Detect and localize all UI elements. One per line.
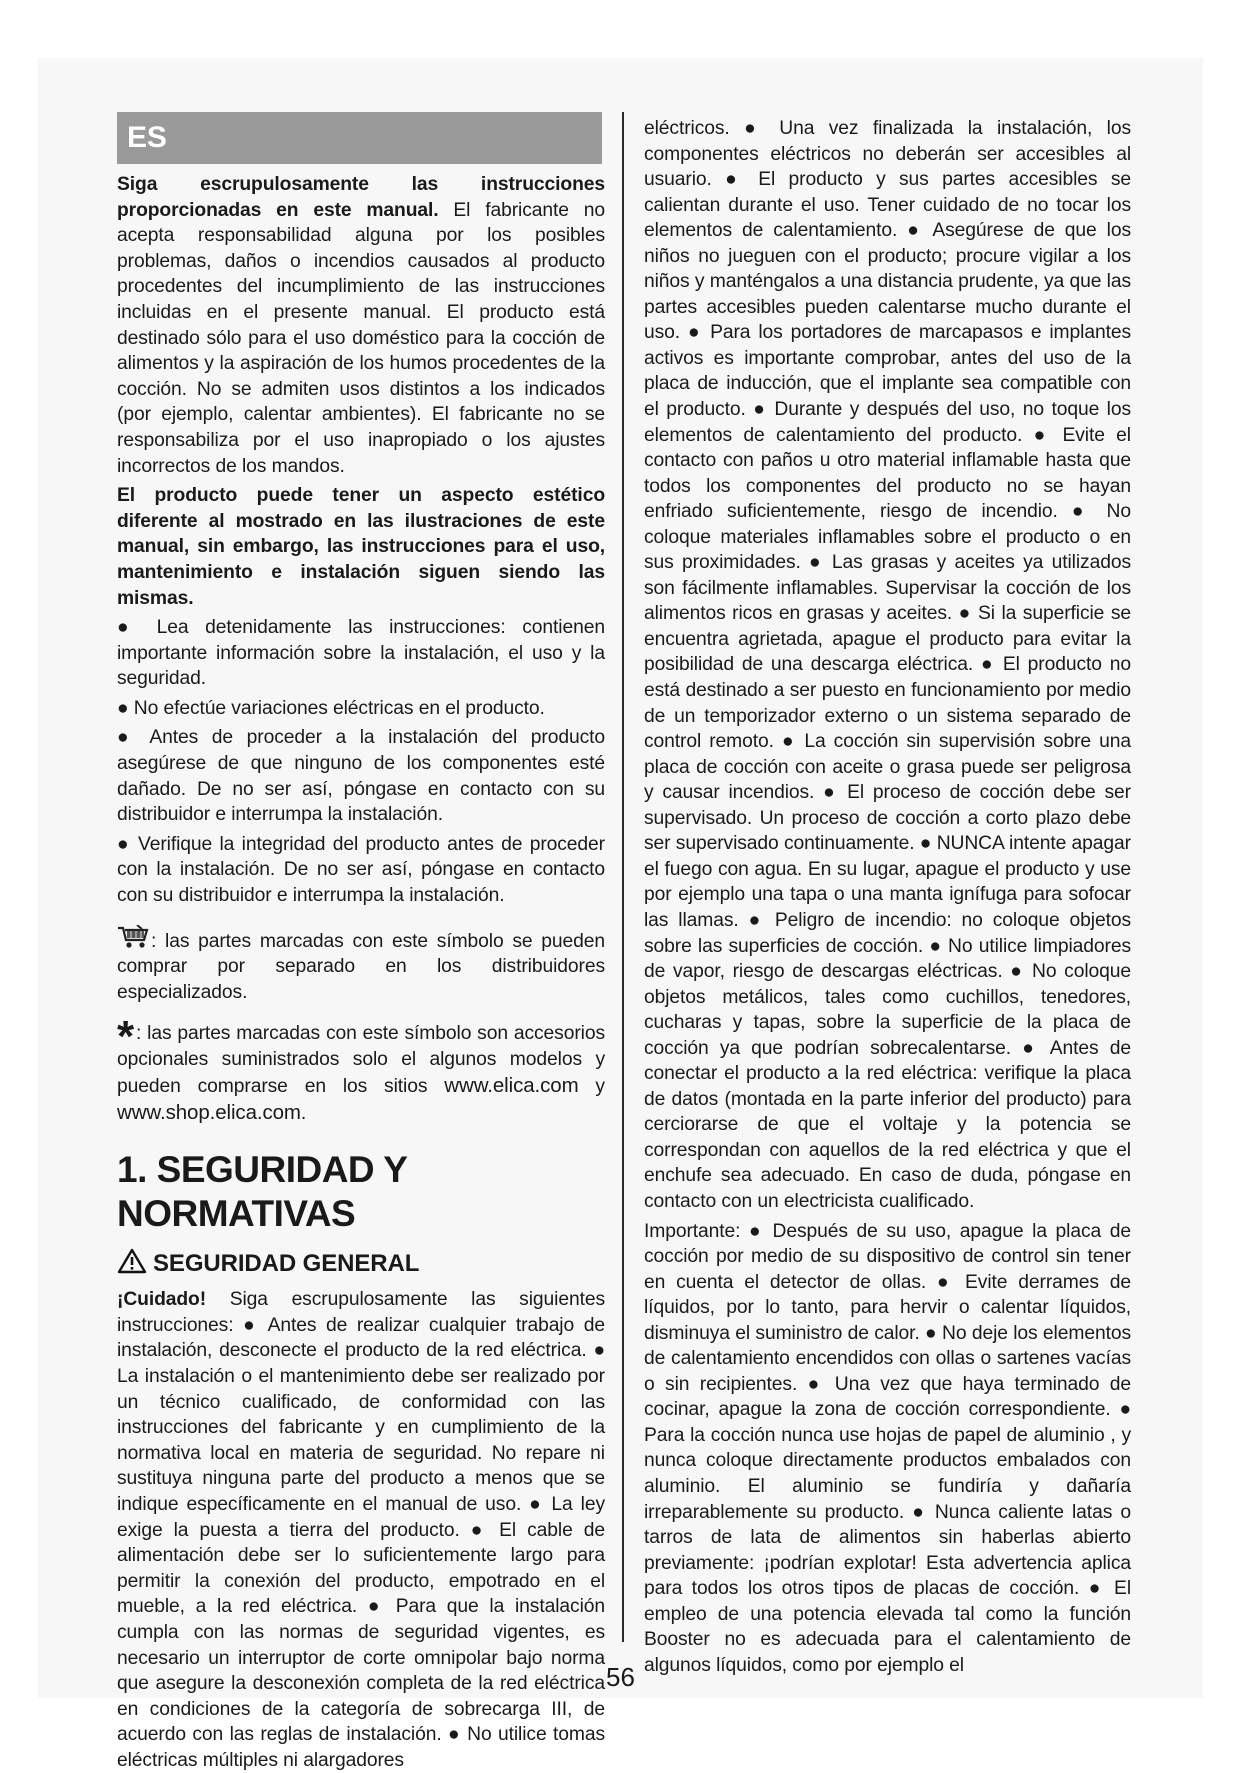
bullet-read: ● Lea detenidamente las instrucciones: contienen importante información sobre la instalación, el uso y la seguridad. (117, 617, 605, 690)
intro-bold: Siga escrupulosamente las instrucciones proporcionadas en este manual. (117, 174, 605, 221)
caution-paragraph (117, 1287, 605, 1773)
left-column (117, 112, 605, 1773)
aspect-paragraph (117, 483, 605, 611)
aspect-bold: El producto puede tener un aspecto estético diferente al mostrado en las ilustraciones de este manual, sin embargo, las instrucciones para el uso, mantenimiento e instalación siguen siendo las mismas. (117, 485, 605, 609)
cart-note-text: : las partes marcadas con este símbolo se pueden comprar por separado en los distribuidores especializados. (117, 930, 605, 1003)
safety-paragraph: eléctricos. ● Una vez finalizada la instalación, los componentes eléctricos no deberán ser accesibles al usuario. ● El producto y sus partes accesibles se calientan durante el uso. Tener cuidado de no tocar los elementos de calentamiento. ● Asegúrese de que los niños no jueguen con el producto; procure vigilar a los niños y manténgalos a una distancia prudente, ya que las partes accesibles pueden calentarse mucho durante el uso. ● Para los portadores de marcapasos e implantes activos es importante comprobar, antes del uso de la placa de inducción, que el implante sea compatible con el producto. ● Durante y después del uso, no toque los elementos de calentamiento del producto. ● Evite el contacto con paños u otro material inflamable hasta que todos los componentes del producto no se hayan enfriado suficientemente, riesgo de incendio. ● No coloque materiales inflamables sobre el producto o en sus proximidades. ● Las grasas y aceites ya utilizados son fácilmente inflamables. Supervisar la cocción de los alimentos ricos en grasas y aceites. ● Si la superficie se encuentra agrietada, apague el producto para evitar la posibilidad de una descarga eléctrica. ● El producto no está destinado a ser puesto en funcionamiento por medio de un temporizador externo o un sistema separado de control remoto. ● La cocción sin supervisión sobre una placa de cocción con aceite o grasa puede ser peligrosa y causar incendios. ● El proceso de cocción debe ser supervisado. Un proceso de cocción a corto plazo debe ser supervisado continuamente. ● NUNCA intente apagar el fuego con agua. En su lugar, apague el producto y use por ejemplo una tapa o una manta ignífuga para sofocar las llamas. ● Peligro de incendio: no coloque objetos sobre las superficies de cocción. ● No utilice limpiadores de vapor, riesgo de descargas eléctricas. ● No coloque objetos metálicos, tales como cuchillos, tenedores, cucharas y tapas, sobre la superficie de la placa de cocción ya que podrían sobrecalentarse. ● Antes de conectar el producto a la red eléctrica: verifique la placa de datos (montada en la parte inferior del producto) para cerciorarse de que el voltaje y la potencia se correspondan con aquellos de la red eléctrica y que el enchufe sea adecuado. En caso de duda, póngase en contacto con un electricista cualificado. (644, 118, 1131, 1212)
intro-paragraph (117, 172, 605, 479)
caution-bold: ¡Cuidado! (117, 1289, 207, 1311)
subsection-title-text: SEGURIDAD GENERAL (153, 1250, 420, 1278)
language-label: ES (127, 121, 167, 154)
shop-elica-url[interactable]: www.shop.elica.com (117, 1100, 301, 1124)
important-paragraph: Importante: ● Después de su uso, apague la placa de cocción por medio de su dispositivo de control sin tener en cuenta el detector de ollas. ● Evite derrames de líquidos, por lo tanto, para hervir o calentar líquidos, disminuya el suministro de calor. ● No deje los elementos de calentamiento encendidos con ollas o sartenes vacías o sin recipientes. ● Una vez que haya terminado de cocinar, apague la zona de cocción correspondiente. ● Para la cocción nunca use hojas de papel de aluminio , y nunca coloque directamente productos embalados con aluminio. El aluminio se fundiría y dañaría irreparablemente su producto. ● Nunca caliente latas o tarros de lata de alimentos sin haberlas abierto previamente: ¡podrían explotar! Esta advertencia aplica para todos los otros tipos de placas de cocción. ● El empleo de una potencia elevada tal como la función Booster no es adecuada para el calentamiento de algunos líquidos, como por ejemplo el (644, 1220, 1131, 1676)
right-column (644, 116, 1131, 1678)
page-number: 56 (606, 1662, 635, 1692)
url-end: . (300, 1102, 307, 1124)
section-title: 1. SEGURIDAD Y NORMATIVAS (117, 1149, 407, 1235)
asterisk-note (117, 1012, 605, 1126)
asterisk-note-text: : las partes marcadas con este símbolo son accesorios opcionales suministrados solo el algunos modelos y pueden comprarse en los sitios (117, 1023, 605, 1097)
bullet-verify: ● Verifique la integridad del producto antes de proceder con la instalación. De no ser así, póngase en contacto con su distribuidor e interrumpa la instalación. (117, 833, 605, 907)
asterisk-icon: * (117, 1012, 135, 1062)
bullet-before-install: ● Antes de proceder a la instalación del producto asegúrese de que ninguno de los componentes esté dañado. De no ser así, póngase en contacto con su distribuidor e interrumpa la instalación. (117, 727, 605, 826)
and-text: y (578, 1076, 605, 1097)
shopping-cart-icon (117, 925, 151, 949)
intro-text: El fabricante no acepta responsabilidad alguna por los posibles problemas, daños o incendios causados al producto procedentes del incumplimiento de las instrucciones incluidas en el presente manual. El producto está destinado sólo para el uso doméstico para la cocción de alimentos y la aspiración de los humos procedentes de la cocción. No se admiten usos distintos a los indicados (por ejemplo, calentar ambientes). El fabricante no se responsabiliza por el uso inapropiado o los ajustes incorrectos de los mandos. (117, 199, 605, 477)
language-header-bar (117, 112, 602, 164)
elica-url[interactable]: www.elica.com (444, 1074, 579, 1097)
cart-note (117, 925, 605, 1006)
bullet-no-variations: ● No efectúe variaciones eléctricas en el producto. (117, 697, 545, 719)
warning-triangle-icon (117, 1248, 147, 1274)
subsection-title (117, 1248, 605, 1279)
column-divider (622, 112, 624, 1642)
caution-text: Siga escrupulosamente las siguientes instrucciones: ● Antes de realizar cualquier trabajo de instalación, desconecte el producto de la red eléctrica. ● La instalación o el mantenimiento debe ser realizado por un técnico cualificado, de conformidad con las instrucciones del fabricante y en cumplimiento de la normativa local en materia de seguridad. No repare ni sustituya ninguna parte del producto a menos que se indique específicamente en el manual de uso. ● La ley exige la puesta a tierra del producto. ● El cable de alimentación debe ser lo suficientemente largo para permitir la conexión del producto, empotrado en el mueble, a la red eléctrica. ● Para que la instalación cumpla con las normas de seguridad vigentes, es necesario un interruptor de corte omnipolar bajo norma que asegure la desconexión completa de la red eléctrica en condiciones de la categoría de sobrecarga III, de acuerdo con las reglas de instalación. ● No utilice tomas eléctricas múltiples ni alargadores (117, 1289, 605, 1771)
